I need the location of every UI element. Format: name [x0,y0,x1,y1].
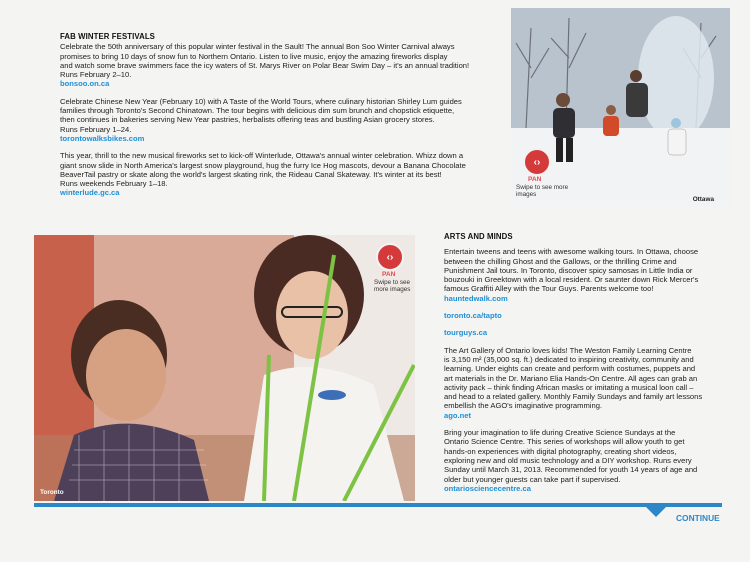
festivals-title: FAB WINTER FESTIVALS [60,32,155,41]
festival-bonsoo [60,42,500,88]
text-line: Celebrate Chinese New Year (February 10) with A Taste of the World Tours, where culinary historian Shirley Lum guides [60,96,462,106]
text-line: Celebrate the 50th anniversary of this popular winter festival in the Sault! The annual Bon Soo Winter Carnival always [60,42,455,52]
text-line: The Art Gallery of Ontario loves kids! The Weston Family Learning Centre [444,345,692,355]
bonsoo-link[interactable]: bonsoo.on.ca [60,79,110,89]
footer-rule [34,503,722,507]
pan-icon[interactable]: ‹› [523,148,551,176]
arts-science-centre [444,428,744,493]
toronto-photo[interactable] [34,235,415,501]
arts-title: ARTS AND MINDS [444,232,513,241]
text-line: exploring new and old music technology and a DIY workshop. Runs every [444,455,692,465]
pan-label: PAN [528,176,542,183]
text-line: older but younger guests can take part if supervised. [444,474,621,484]
text-line: Runs February 2–10. [60,70,132,80]
text-line: Sunday until March 31, 2013. Recommended for youth 14 years of age and [444,465,698,475]
text-line: Entertain tweens and teens with awesome walking tours. In Ottawa, choose [444,247,699,257]
festivals-section [60,32,500,206]
ontariosciencecentre-link[interactable]: ontariosciencecentre.ca [444,483,531,493]
pan-label: PAN [382,271,396,278]
text-line: art materials in the Dr. Mariano Elia Hands-On Centre. All ages can grab an [444,373,698,383]
text-line: and watch some brave swimmers face the icy waters of St. Marys River on Polar Bear Swim Day – it's an annual tradition! [60,60,470,70]
tourguys-link[interactable]: tourguys.ca [444,328,488,338]
arts-ago [444,346,744,420]
continue-button[interactable]: CONTINUE [676,513,720,523]
ottawa-photo[interactable] [511,8,730,207]
pan-icon[interactable]: ‹› [376,243,404,271]
arts-section [444,232,744,501]
text-line: hands-on experiences with digital photography, creating short videos, [444,446,677,456]
text-line: Runs February 1–24. [60,124,132,134]
text-line: is 3,150 m² (35,000 sq. ft.) dedicated to inspiring creativity, community and [444,354,694,364]
photo-caption: Toronto [40,489,64,496]
text-line: Ontario Science Centre. This series of workshops will allow youth to get [444,437,685,447]
ago-link[interactable]: ago.net [444,410,472,420]
text-line: famous Graffiti Alley with the Tour Guys. Parents welcome too! [444,284,654,294]
text-line: giant snow slide in North America's largest snow playground, hug the furry Ice Hog mascots, devour a Banana Chocolate [60,160,466,170]
text-line: then continues in bakeries serving New Year pastries, herbalists offering teas and bustling Asian grocery stores. [60,115,435,125]
text-line: promises to bring 10 days of snow fun to Northern Ontario. Listen to live music, enjoy the amazing fireworks display [60,51,448,61]
hauntedwalk-link[interactable]: hauntedwalk.com [444,293,508,303]
text-line: families through Toronto's Second Chinatown. The tour begins with delicious dim sum brunch and chopstick etiquette, [60,106,455,116]
text-line: This year, thrill to the new musical fireworks set to kick-off Winterlude, Ottawa's annual winter celebration. Whizz down a [60,151,464,161]
festival-chinese-new-year [60,97,500,143]
text-line: BeaverTail pastry or skate along the world's largest skating rink, the Rideau Canal Skateway. It's winter at its best! [60,169,442,179]
pan-hint: Swipe to see more images [516,184,569,199]
photo-caption: Ottawa [692,196,714,203]
pan-hint: Swipe to see more images [374,279,411,294]
text-line: learning. Under eights can create and perform with costumes, puppets and [444,364,696,374]
text-line: embellish the AGO's imaginative programming. [444,401,603,411]
text-line: Punishment Jail tours. In Toronto, discover spicy samosas in Little India or [444,265,693,275]
toronto-tapto-link[interactable]: toronto.ca/tapto [444,311,502,321]
text-line: Bring your imagination to life during Creative Science Sundays at the [444,428,676,438]
torontowalksbikes-link[interactable]: torontowalksbikes.com [60,133,145,143]
text-line: and head to a related gallery. Monthly Family Sundays and family art lessons [444,392,703,402]
text-line: between the chilling Ghost and the Gallows, or the thrilling Crime and [444,256,677,266]
festival-winterlude [60,151,500,197]
arts-walking-tours [444,247,744,337]
text-line: activity pack – think finding African masks or imitating a musical loon call – [444,382,694,392]
science-activity-illustration [34,235,415,501]
text-line: bouzouki in Greektown with a local resident. Or saunter down Rick Mercer's [444,275,699,285]
chevron-down-icon [642,503,670,517]
text-line: Runs weekends February 1–18. [60,179,168,189]
snow-scene-illustration [511,8,730,207]
winterlude-link[interactable]: winterlude.gc.ca [60,188,120,198]
